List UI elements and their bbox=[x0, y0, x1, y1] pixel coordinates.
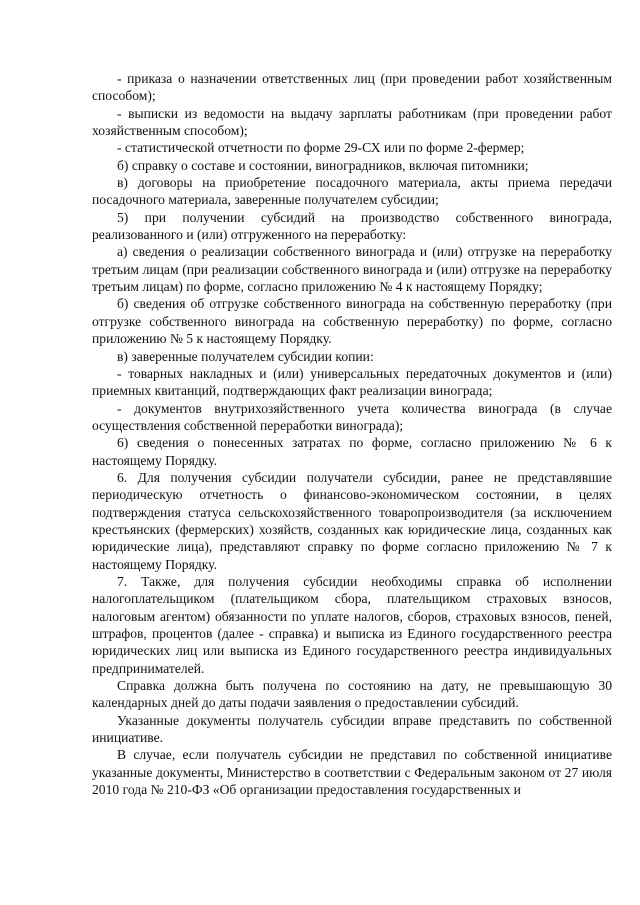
paragraph-14: 7. Также, для получения субсидии необходимы справка об исполнении налогоплательщиком (плательщиком сбора, плательщиком страховых взносов, налоговым агентом) обязанности по уплате налогов, сборов, страховых взносов, пеней, штрафов, процентов (далее - справка) и выписка из Единого государственного реестра юридических лиц или выписка из Единого государственного реестра индивидуальных предпринимателей. bbox=[92, 573, 612, 676]
paragraph-4: б) справку о составе и состоянии, виноградников, включая питомники; bbox=[117, 157, 529, 173]
paragraph-9: в) заверенные получателем субсидии копии: bbox=[117, 348, 374, 364]
paragraph-10: - товарных накладных и (или) универсальных передаточных документов и (или) приемных квитанций, подтверждающих факт реализации винограда; bbox=[92, 365, 612, 399]
paragraph-5: в) договоры на приобретение посадочного материала, акты приема передачи посадочного материала, заверенные получателем субсидии; bbox=[92, 175, 612, 208]
paragraph-17: В случае, если получатель субсидии не представил по собственной инициативе указанные документы, Министерство в соответствии с Федеральным законом от 27 июля 2010 года № 210-ФЗ «Об организации предоставления государственных и bbox=[92, 747, 612, 798]
paragraph-12: 6) сведения о понесенных затратах по форме, согласно приложению № 6 к настоящему Порядку. bbox=[92, 435, 612, 468]
paragraph-3: - статистической отчетности по форме 29-СХ или по форме 2-фермер; bbox=[117, 140, 525, 156]
document-page bbox=[92, 70, 612, 798]
paragraph-15: Справка должна быть получена по состоянию на дату, не превышающую 30 календарных дней до даты подачи заявления о предоставлении субсидий. bbox=[92, 678, 612, 711]
paragraph-7: а) сведения о реализации собственного винограда и (или) отгрузке на переработку третьим лицам (при реализации собственного винограда и (или) отгрузке на переработку третьим лицам) по форме, согласно приложению № 4 к настоящему Порядку; bbox=[92, 244, 612, 295]
paragraph-13: 6. Для получения субсидии получатели субсидии, ранее не представлявшие периодическую отчетность о финансово-экономическом состоянии, в целях подтверждения статуса сельскохозяйственного товаропроизводителя (за исключением крестьянских (фермерских) хозяйств, созданных как юридические лица, созданных как юридические лица), представляют справку по форме согласно приложению № 7 к настоящему Порядку. bbox=[92, 469, 612, 572]
paragraph-1: - приказа о назначении ответственных лиц (при проведении работ хозяйственным способом); bbox=[92, 71, 612, 104]
paragraph-11: - документов внутрихозяйственного учета количества винограда (в случае осуществления собственной переработки винограда); bbox=[92, 400, 612, 433]
paragraph-6: 5) при получении субсидий на производство собственного винограда, реализованного и (или) отгруженного на переработку: bbox=[92, 209, 612, 243]
paragraph-16: Указанные документы получатель субсидии вправе представить по собственной инициативе. bbox=[92, 712, 612, 746]
paragraph-2: - выписки из ведомости на выдачу зарплаты работникам (при проведении работ хозяйственным способом); bbox=[92, 105, 612, 139]
paragraph-8: б) сведения об отгрузке собственного винограда на собственную переработку (при отгрузке собственного винограда на собственную переработку) по форме, согласно приложению № 5 к настоящему Порядку. bbox=[92, 296, 612, 347]
